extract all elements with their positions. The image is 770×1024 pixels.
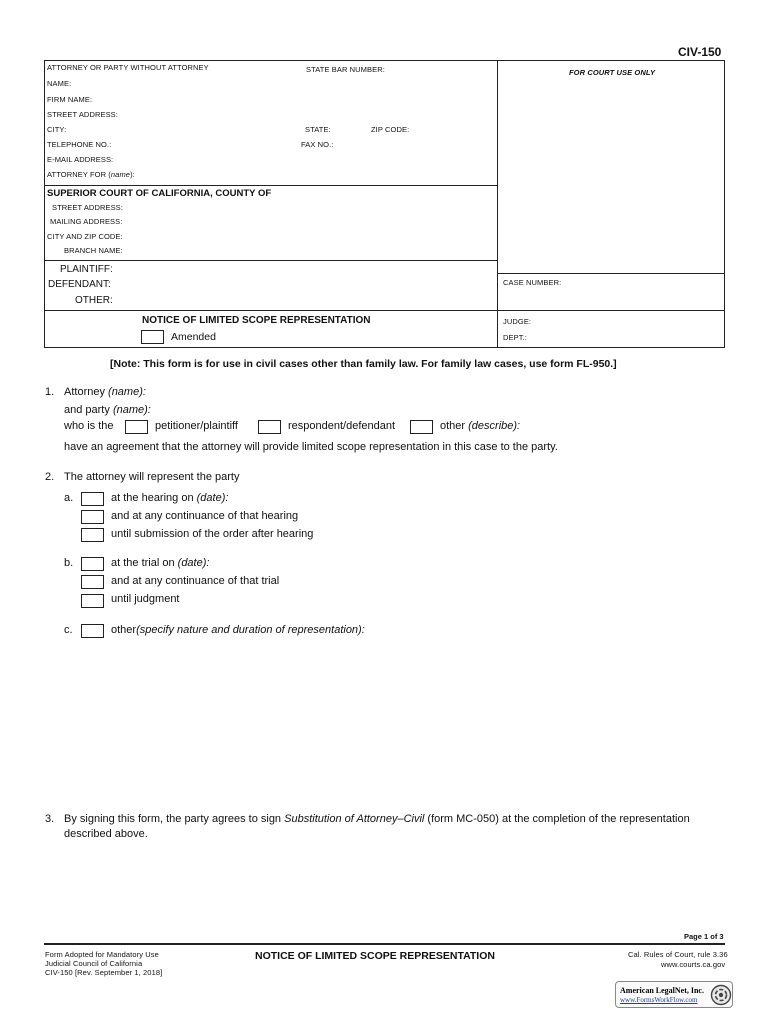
header-bottom-border — [44, 347, 725, 348]
publisher-badge — [615, 981, 733, 1008]
firm-label: FIRM NAME: — [47, 95, 93, 104]
dept-label: DEPT.: — [503, 333, 527, 342]
hearing-date: (date): — [196, 492, 229, 504]
other-party-label: other — [440, 420, 466, 432]
petitioner-checkbox[interactable] — [125, 420, 148, 434]
hearing-continuance-checkbox[interactable] — [81, 510, 104, 524]
tel-label: TELEPHONE NO.: — [47, 140, 112, 149]
hearing-label: at the hearing on — [111, 492, 194, 504]
court-branch-label: BRANCH NAME: — [64, 246, 123, 255]
item3-number: 3. — [45, 813, 55, 825]
publisher-link[interactable]: www.FormsWorkFlow.com — [620, 996, 698, 1004]
trial-continuance-label: and at any continuance of that trial — [111, 575, 280, 587]
name-label: NAME: — [47, 79, 72, 88]
publisher-logo-icon — [710, 984, 732, 1006]
court-mailing-label: MAILING ADDRESS: — [50, 217, 123, 226]
trial-text — [111, 557, 209, 569]
footer-title: NOTICE OF LIMITED SCOPE REPRESENTATION — [255, 950, 495, 962]
other-representation-checkbox[interactable] — [81, 624, 104, 638]
page-number: Page 1 of 3 — [684, 932, 724, 941]
header-right-border — [724, 60, 725, 348]
zip-label: ZIP CODE: — [371, 125, 410, 134]
footer-adopted-1: Form Adopted for Mandatory Use — [45, 950, 159, 959]
case-number-label: CASE NUMBER: — [503, 278, 562, 287]
court-parties-divider — [44, 260, 497, 261]
respondent-checkbox[interactable] — [258, 420, 281, 434]
hearing-checkbox[interactable] — [81, 492, 104, 506]
item2a-label: a. — [64, 492, 74, 504]
street-label: STREET ADDRESS: — [47, 110, 118, 119]
item3-text — [64, 813, 724, 825]
respondent-label: respondent/defendant — [288, 420, 396, 432]
notice-title: NOTICE OF LIMITED SCOPE REPRESENTATION — [142, 315, 371, 326]
item1-attorney — [64, 386, 146, 398]
footer-rules-1: Cal. Rules of Court, rule 3.36 — [628, 950, 728, 959]
attorney-for-suffix: ): — [130, 170, 135, 179]
attorney-court-divider — [44, 185, 497, 186]
item1-agreement: have an agreement that the attorney will provide limited scope representation in this case to the party. — [64, 441, 558, 453]
plaintiff-label: PLAINTIFF: — [60, 264, 113, 275]
footer-rule — [44, 943, 725, 945]
item3-text-b: (form MC-050) at the completion of the representation — [427, 813, 690, 825]
item1-who-is: who is the — [64, 420, 114, 432]
trial-checkbox[interactable] — [81, 557, 104, 571]
footer-adopted-3: CIV-150 [Rev. September 1, 2018] — [45, 968, 163, 977]
petitioner-label: petitioner/plaintiff — [155, 420, 238, 432]
court-use-bottom — [497, 273, 725, 274]
attorney-label: ATTORNEY OR PARTY WITHOUT ATTORNEY — [47, 63, 209, 72]
parties-notice-divider — [44, 310, 725, 311]
hearing-continuance-label: and at any continuance of that hearing — [111, 510, 299, 522]
city-label: CITY: — [47, 125, 67, 134]
state-bar-label: STATE BAR NUMBER: — [306, 65, 385, 74]
footer-adopted-2: Judicial Council of California — [45, 959, 143, 968]
state-label: STATE: — [305, 125, 331, 134]
header-top-border — [44, 60, 725, 61]
header-left-border — [44, 60, 45, 348]
header-mid-border — [497, 60, 498, 348]
item2-number: 2. — [45, 471, 55, 483]
fax-label: FAX NO.: — [301, 140, 334, 149]
trial-label: at the trial on — [111, 557, 175, 569]
amended-checkbox[interactable] — [141, 330, 164, 344]
court-title: SUPERIOR COURT OF CALIFORNIA, COUNTY OF — [47, 188, 272, 199]
defendant-label: DEFENDANT: — [48, 279, 111, 290]
other-representation-text — [111, 624, 365, 636]
item2b-label: b. — [64, 557, 74, 569]
hearing-text — [111, 492, 228, 504]
item2c-label: c. — [64, 624, 73, 636]
trial-date: (date): — [177, 557, 210, 569]
item3-text-a: By signing this form, the party agrees to sign — [64, 813, 282, 825]
form-note: [Note: This form is for use in civil cases other than family law. For family law cases, use form FL-950.] — [110, 358, 617, 370]
item3-text-italic: Substitution of Attorney–Civil — [284, 813, 425, 825]
court-city-zip-label: CITY AND ZIP CODE: — [47, 232, 123, 241]
item1-party-name: (name): — [112, 404, 151, 416]
item2-intro: The attorney will represent the party — [64, 471, 240, 483]
form-id: CIV-150 — [678, 45, 722, 59]
other-representation-specify: (specify nature and duration of representation): — [136, 624, 365, 636]
item1-attorney-name: (name): — [108, 386, 146, 398]
item1-number: 1. — [45, 386, 55, 398]
email-label: E-MAIL ADDRESS: — [47, 155, 114, 164]
other-party — [440, 420, 520, 432]
order-after-hearing-checkbox[interactable] — [81, 528, 104, 542]
item1-party-label: and party — [64, 404, 110, 416]
attorney-for-name: name — [110, 170, 131, 179]
attorney-for-label — [47, 170, 135, 179]
other-party-checkbox[interactable] — [410, 420, 433, 434]
footer-rules-2: www.courts.ca.gov — [661, 960, 726, 969]
other-label: OTHER: — [75, 295, 113, 306]
item3-text-c: described above. — [64, 828, 148, 840]
item1-party — [64, 404, 151, 416]
judge-label: JUDGE: — [503, 317, 532, 326]
other-party-describe: (describe): — [468, 420, 521, 432]
publisher-name: American LegalNet, Inc. — [620, 986, 704, 995]
court-use-label: FOR COURT USE ONLY — [569, 68, 656, 77]
court-street-label: STREET ADDRESS: — [52, 203, 123, 212]
order-after-hearing-label: until submission of the order after hearing — [111, 528, 314, 540]
until-judgment-label: until judgment — [111, 593, 180, 605]
amended-label: Amended — [171, 331, 216, 343]
item1-attorney-label: Attorney — [64, 386, 105, 398]
until-judgment-checkbox[interactable] — [81, 594, 104, 608]
attorney-for-prefix: ATTORNEY FOR ( — [47, 170, 111, 179]
trial-continuance-checkbox[interactable] — [81, 575, 104, 589]
other-representation-label: other — [111, 624, 137, 636]
